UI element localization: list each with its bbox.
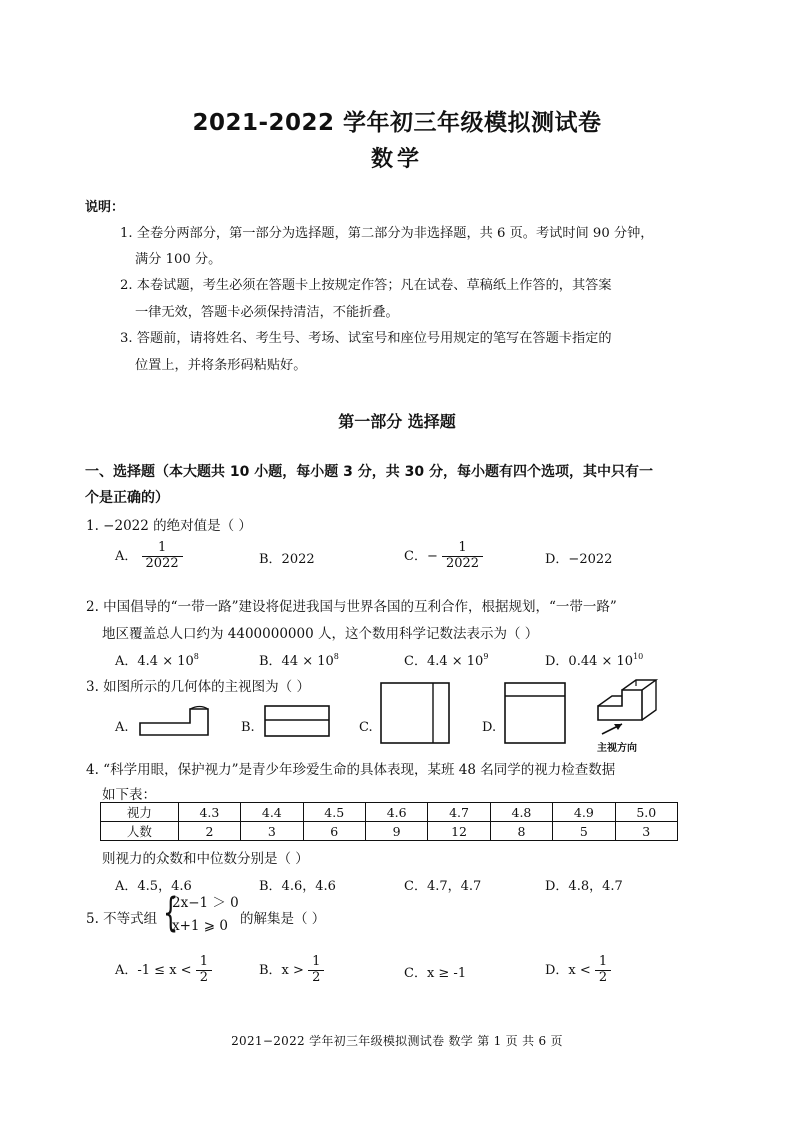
note-line: 满分 100 分。: [135, 252, 222, 267]
fraction: [308, 955, 324, 986]
question-4-stem: 如下表：: [102, 787, 156, 803]
vision-table: [100, 802, 678, 841]
q4-option-a: A．4.5，4.6: [115, 879, 192, 894]
q2-option-c: [404, 650, 488, 669]
option-base: C．4.4 × 10: [404, 654, 484, 669]
numerator: 1: [157, 540, 167, 555]
q3-solid-figure: [592, 672, 676, 738]
table-cell: 4.3: [178, 803, 240, 822]
q4-option-d: D．4.8，4.7: [545, 879, 623, 894]
table-cell: 4.8: [490, 803, 552, 822]
table-cell: 2: [178, 822, 240, 841]
q1-option-c: [404, 541, 483, 572]
q5-option-b: [259, 955, 324, 986]
table-row: [101, 822, 678, 841]
q4-option-c: C．4.7，4.7: [404, 879, 482, 894]
option-label: A．-1 ≤ x <: [115, 962, 192, 978]
option-label: D．x <: [545, 962, 591, 978]
brace-symbol: {: [163, 890, 179, 936]
question-1-stem: 1. −2022 的绝对值是（ ）: [86, 518, 252, 534]
exponent: 9: [483, 652, 489, 661]
option-label: A．: [115, 548, 138, 564]
q3-option-d-figure: [504, 682, 568, 746]
denominator: 2: [196, 970, 212, 986]
q4-option-b: B．4.6，4.6: [259, 879, 336, 894]
note-line: 2. 本卷试题，考生必须在答题卡上按规定作答；凡在试卷、草稿纸上作答的，其答案: [120, 278, 612, 293]
numerator: 1: [458, 540, 467, 555]
table-cell: 8: [490, 822, 552, 841]
page-footer: 2021−2022 学年初三年级模拟测试卷 数学 第 1 页 共 6 页: [231, 1034, 563, 1048]
note-line: 1. 全卷分两部分，第一部分为选择题，第二部分为非选择题，共 6 页。考试时间 90 分钟，: [120, 226, 654, 241]
subject-title: 数学: [370, 147, 423, 172]
table-cell: 5.0: [615, 803, 677, 822]
table-cell: 视力: [101, 803, 179, 822]
exponent: 8: [193, 652, 199, 661]
q5-option-c: C．x ≥ -1: [404, 966, 467, 981]
table-cell: 12: [428, 822, 490, 841]
exponent: 8: [333, 652, 339, 661]
numerator: 1: [312, 954, 321, 969]
option-base: B．44 × 10: [259, 654, 334, 669]
table-cell: 人数: [101, 822, 179, 841]
notes-label: 说明：: [85, 200, 125, 215]
question-5-prefix: 5. 不等式组: [86, 911, 158, 927]
question-4-question: 则视力的众数和中位数分别是（ ）: [102, 851, 309, 867]
q2-option-a: [115, 650, 199, 669]
section-title: 第一部分 选择题: [338, 412, 456, 431]
part-heading: 一、选择题（本大题共 10 小题，每小题 3 分，共 30 分，每小题有四个选项，其中只有一: [85, 464, 653, 480]
inequality-2: x+1 ⩾ 0: [172, 918, 228, 934]
denominator: 2022: [442, 556, 483, 572]
question-2-stem: 地区覆盖总人口约为 4400000000 人，这个数用科学记数法表示为（ ）: [102, 626, 539, 642]
q3-option-b-label: B.: [241, 720, 255, 735]
table-cell: 5: [553, 822, 615, 841]
q3-option-a-label: A.: [115, 720, 129, 735]
fraction: [142, 541, 183, 572]
q1-option-b: B．2022: [259, 552, 315, 567]
denominator: 2022: [142, 556, 183, 572]
view-direction-label: 主视方向: [597, 743, 637, 754]
table-cell: 6: [303, 822, 365, 841]
table-cell: 4.7: [428, 803, 490, 822]
denominator: 2: [308, 970, 324, 986]
note-line: 3. 答题前，请将姓名、考生号、考场、试室号和座位号用规定的笔写在答题卡指定的: [120, 331, 612, 346]
q2-option-d: [545, 650, 643, 669]
table-row: [101, 803, 678, 822]
fraction: [595, 955, 611, 986]
fraction: [196, 955, 212, 986]
question-5-suffix: 的解集是（ ）: [240, 911, 326, 927]
question-2-stem: 2. 中国倡导的“一带一路”建设将促进我国与世界各国的互利合作，根据规划，“一带一路”: [86, 599, 617, 615]
numerator: 1: [598, 954, 608, 969]
table-cell: 4.4: [241, 803, 303, 822]
numerator: 1: [199, 954, 208, 969]
table-cell: 4.6: [365, 803, 427, 822]
fraction: [442, 541, 483, 572]
table-cell: 3: [241, 822, 303, 841]
q3-option-c-label: C.: [359, 720, 373, 735]
note-line: 一律无效，答题卡必须保持清洁，不能折叠。: [135, 305, 399, 320]
q3-option-c-figure: [380, 682, 452, 746]
note-line: 位置上，并将条形码粘贴好。: [135, 358, 307, 373]
denominator: 2: [595, 970, 611, 986]
part-heading: 个是正确的）: [85, 490, 169, 506]
question-4-stem: 4. “科学用眼，保护视力”是青少年珍爱生命的具体表现，某班 48 名同学的视力检查数据: [86, 762, 616, 778]
q3-option-d-label: D.: [482, 720, 497, 735]
q5-option-d: [545, 955, 611, 986]
option-base: A．4.4 × 10: [115, 654, 194, 669]
q1-option-d: D．−2022: [545, 552, 613, 567]
option-label: C．−: [404, 548, 438, 564]
option-base: D．0.44 × 10: [545, 654, 634, 669]
question-3-stem: 3. 如图所示的几何体的主视图为（ ）: [86, 679, 310, 695]
q5-option-a: [115, 955, 212, 986]
inequality-1: 2x−1 ＞ 0: [172, 895, 239, 911]
exponent: 10: [633, 652, 644, 661]
q3-option-b-figure: [264, 704, 332, 738]
q1-option-a: [115, 541, 183, 572]
table-cell: 4.9: [553, 803, 615, 822]
q3-option-a-figure: [138, 704, 214, 738]
option-label: B．x >: [259, 962, 304, 978]
q2-option-b: [259, 650, 339, 669]
table-cell: 4.5: [303, 803, 365, 822]
table-cell: 3: [615, 822, 677, 841]
page-title: 2021-2022 学年初三年级模拟测试卷: [192, 110, 602, 136]
table-cell: 9: [365, 822, 427, 841]
